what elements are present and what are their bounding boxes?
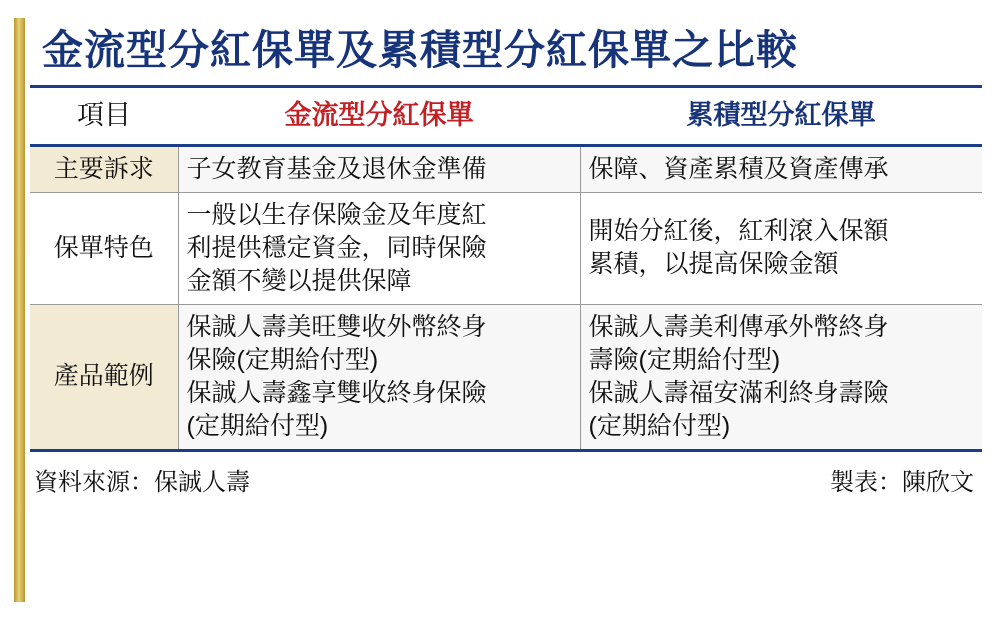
table-row — [30, 304, 982, 450]
column-header-cashflow: 金流型分紅保單 — [178, 94, 580, 145]
comparison-table — [30, 94, 982, 452]
cell-line: 保誠人壽美旺雙收外幣終身 — [186, 312, 487, 341]
row-label-product-examples: 產品範例 — [30, 304, 178, 450]
cell-line: 壽險(定期給付型) — [588, 345, 781, 374]
cell-line: 金額不變以提供保障 — [186, 266, 412, 295]
table-header-row — [30, 94, 982, 145]
cell-product-examples-accumulation — [580, 304, 982, 450]
title-block — [30, 18, 986, 90]
footer — [30, 462, 982, 497]
cell-main-appeal-accumulation — [580, 145, 982, 192]
table-body — [30, 145, 982, 450]
decorative-gold-bar — [14, 18, 25, 602]
cell-line: 開始分紅後，紅利滾入保額 — [588, 217, 889, 246]
cell-line: 保險(定期給付型) — [186, 345, 379, 374]
cell-line: (定期給付型) — [588, 411, 731, 440]
table-row — [30, 192, 982, 304]
cell-line: 保障、資產累積及資產傳承 — [588, 154, 889, 183]
author-note: 製表：陳欣文 — [830, 468, 974, 496]
row-label-main-appeal: 主要訴求 — [30, 145, 178, 192]
cell-product-examples-cashflow — [178, 304, 580, 450]
column-header-item: 項目 — [30, 94, 178, 145]
source-note: 資料來源：保誠人壽 — [34, 468, 250, 496]
table-row — [30, 145, 982, 192]
content-area — [30, 18, 986, 602]
cell-line: 利提供穩定資金，同時保險 — [186, 233, 487, 262]
cell-line: 子女教育基金及退休金準備 — [186, 154, 487, 183]
column-header-accumulation: 累積型分紅保單 — [580, 94, 982, 145]
row-label-policy-features: 保單特色 — [30, 192, 178, 304]
cell-line: 保誠人壽福安滿利終身壽險 — [588, 378, 889, 407]
cell-policy-features-accumulation — [580, 192, 982, 304]
cell-main-appeal-cashflow — [178, 145, 580, 192]
cell-line: (定期給付型) — [186, 411, 329, 440]
table-header — [30, 94, 982, 145]
cell-line: 一般以生存保險金及年度紅 — [186, 200, 487, 229]
title-divider — [30, 85, 982, 88]
cell-line: 保誠人壽美利傳承外幣終身 — [588, 312, 889, 341]
cell-line: 累積，以提高保險金額 — [588, 250, 839, 279]
cell-policy-features-cashflow — [178, 192, 580, 304]
cell-line: 保誠人壽鑫享雙收終身保險 — [186, 378, 487, 407]
page-title: 金流型分紅保單及累積型分紅保單之比較 — [42, 27, 798, 73]
